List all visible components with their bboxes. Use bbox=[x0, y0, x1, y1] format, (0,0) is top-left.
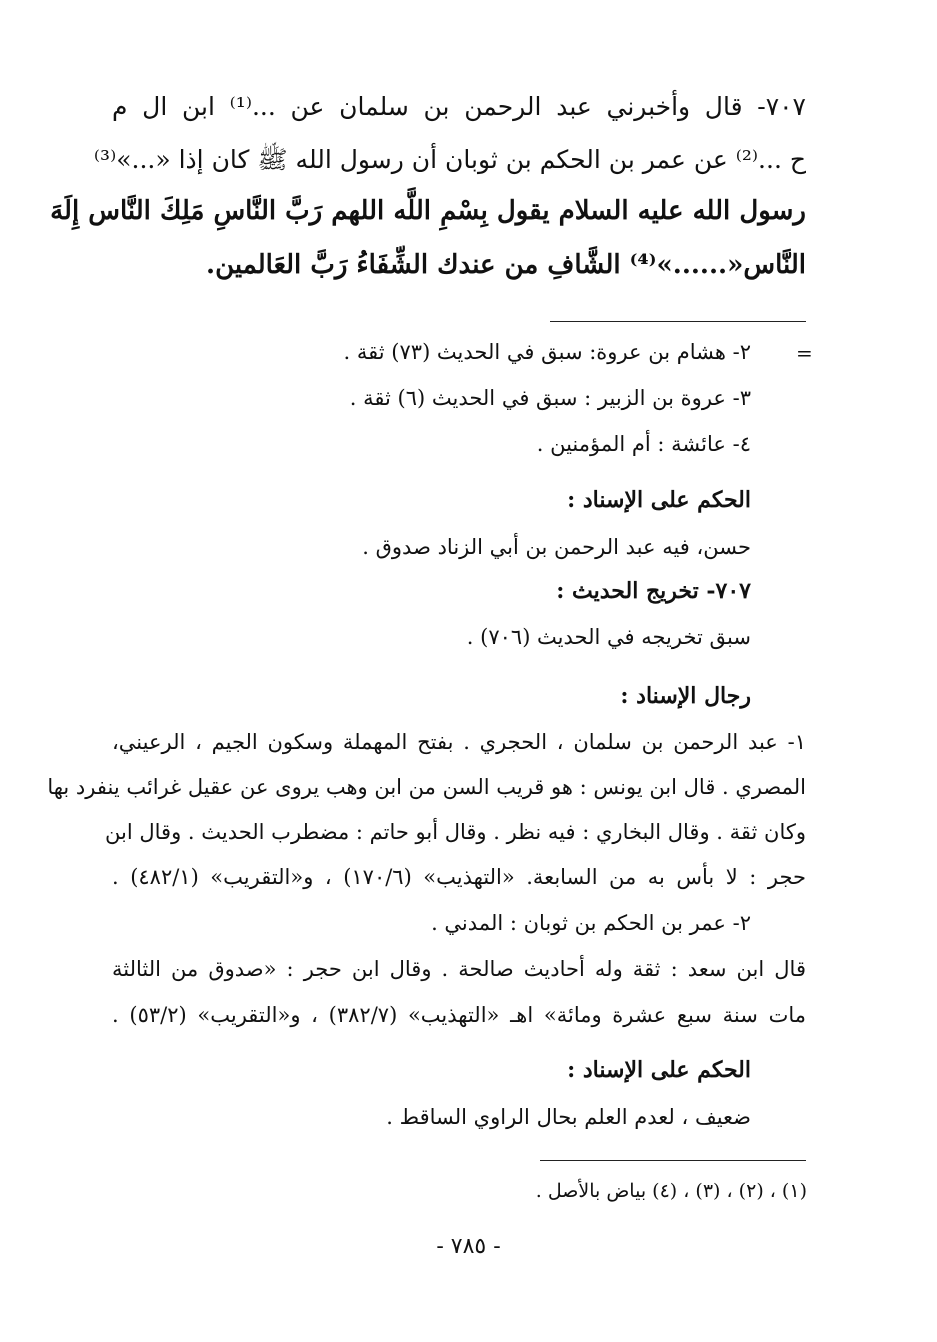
narrator-note-3: ٣- عروة بن الزبير : سبق في الحديث (٦) ثقة . bbox=[349, 386, 751, 410]
narrator-note-4: ٤- عائشة : أم المؤمنين . bbox=[536, 432, 751, 456]
page-number: - ٧٨٥ - bbox=[436, 1234, 501, 1259]
isnad-ruling-2-heading: الحكم على الإسناد : bbox=[567, 1057, 751, 1083]
rijal-line-7: مات سنة سبع عشرة ومائة» اهـ «التهذيب» (٣٨٢/٧) ، و«التقريب» (٥٣/٢) . bbox=[112, 1003, 806, 1027]
takhrij-text: سبق تخريجه في الحديث (٧٠٦) . bbox=[466, 625, 751, 649]
rijal-line-5: ٢- عمر بن الحكم بن ثوبان : المدني . bbox=[431, 911, 751, 935]
isnad-ruling-heading: الحكم على الإسناد : bbox=[567, 487, 751, 513]
isnad-ruling-2-text: ضعيف ، لعدم العلم بحال الراوي الساقط . bbox=[386, 1105, 751, 1129]
section-divider bbox=[550, 321, 806, 322]
continuation-mark: = bbox=[796, 341, 813, 365]
rijal-line-2: المصري . قال ابن يونس : هو قريب السن من ابن وهب يروى عن عقيل غرائب ينفرد بها bbox=[47, 775, 806, 799]
isnad-ruling-text: حسن، فيه عبد الرحمن بن أبي الزناد صدوق . bbox=[362, 535, 751, 559]
rijal-line-3: وكان ثقة . وقال البخاري : فيه نظر . وقال أبو حاتم : مضطرب الحديث . وقال ابن bbox=[105, 820, 806, 844]
rijal-line-1: ١- عبد الرحمن بن سلمان ، الحجري . بفتح المهملة وسكون الجيم ، الرعيني، bbox=[112, 730, 806, 754]
hadith-line-3: رسول الله عليه السلام يقول بِسْمِ اللَّه اللهم رَبَّ النَّاسِ مَلِكَ النَّاس إِلَهَ bbox=[50, 196, 806, 226]
takhrij-heading: ٧٠٧- تخريج الحديث : bbox=[556, 578, 751, 604]
footnote-divider bbox=[540, 1160, 806, 1161]
narrator-note-2: ٢- هشام بن عروة: سبق في الحديث (٧٣) ثقة . bbox=[343, 340, 751, 364]
hadith-line-2: ح ...⁽²⁾ عن عمر بن الحكم بن ثوبان أن رسول الله ﷺ كان إذا «...»⁽³⁾ bbox=[93, 145, 806, 174]
footnote: (١) ، (٢) ، (٣) ، (٤) بياض بالأصل . bbox=[535, 1180, 807, 1202]
hadith-line-1: ٧٠٧- قال وأخبرني عبد الرحمن بن سلمان عن ...⁽¹⁾ ابن ال م bbox=[112, 92, 806, 121]
rijal-heading: رجال الإسناد : bbox=[620, 683, 751, 709]
rijal-line-6: قال ابن سعد : ثقة وله أحاديث صالحة . وقال ابن حجر : «صدوق من الثالثة bbox=[112, 957, 806, 981]
rijal-line-4: حجر : لا بأس به من السابعة. «التهذيب» (١٧٠/٦) ، و«التقريب» (٤٨٢/١) . bbox=[112, 865, 806, 889]
hadith-line-4: النَّاس«......»⁽⁴⁾ الشَّافِ من عندك الشِّفَاءُ رَبَّ العَالمين. bbox=[206, 250, 806, 280]
